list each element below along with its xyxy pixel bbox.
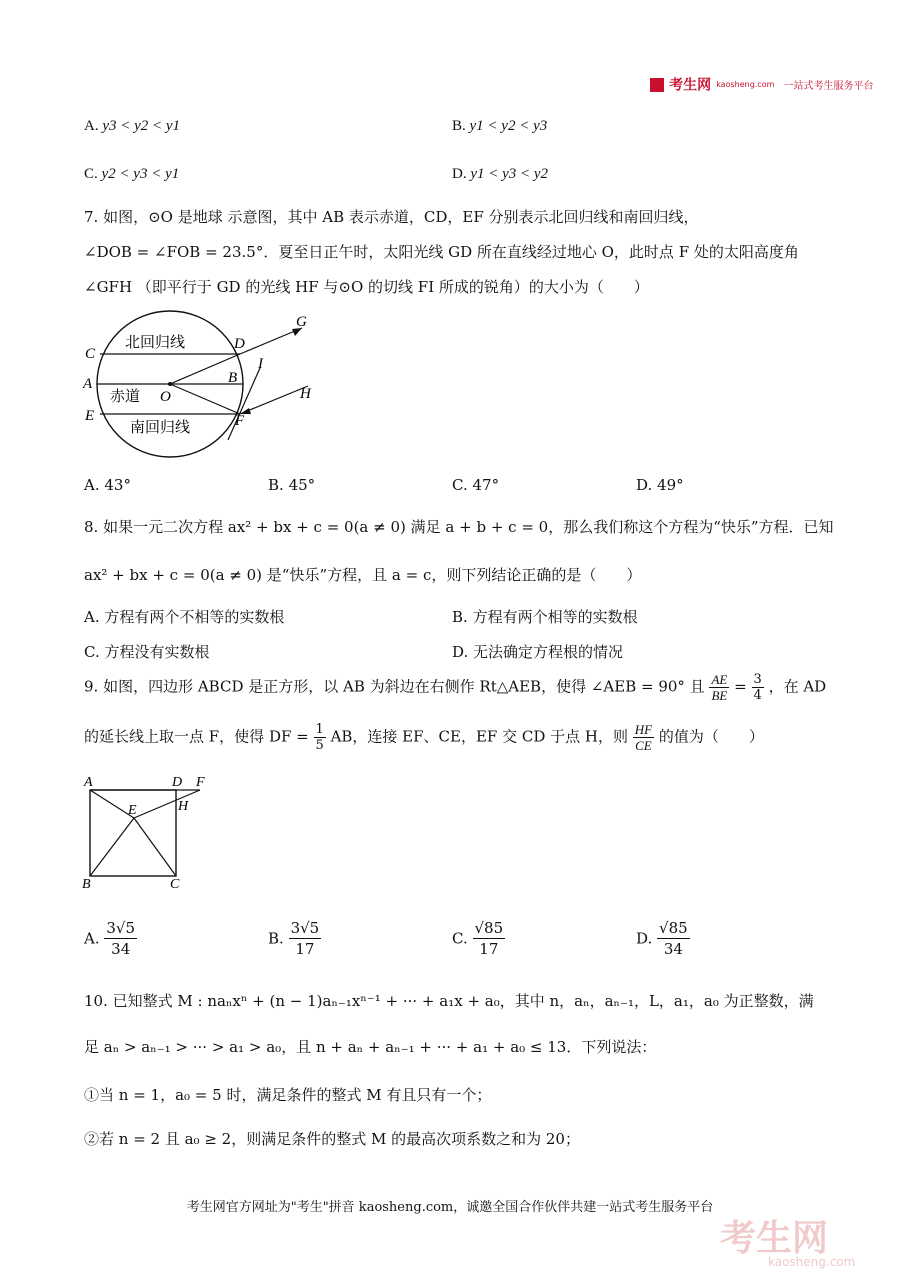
q7-line-3: ∠GFH （即平行于 GD 的光线 HF 与⊙O 的切线 FI 所成的锐角）的大小为（ ） xyxy=(84,278,649,296)
q9-option-d: D. $\frac{√85}{34}$ xyxy=(636,919,688,958)
logo-icon xyxy=(650,78,664,92)
q10-line-4: ②若 n = 2 且 a₀ ≥ 2，则满足条件的整式 M 的最高次项系数之和为 20； xyxy=(84,1130,580,1148)
q6-option-a: A. y3 < y2 < y1 xyxy=(84,118,181,134)
q9-option-a: A. $\frac{3√5}{34}$ xyxy=(84,919,136,958)
q8-option-a: A. 方程有两个不相等的实数根 xyxy=(84,608,285,626)
page-footer: 考生网官方网址为"考生"拼音 kaosheng.com，诚邀全国合作伙伴共建一站式考生服务平台 xyxy=(186,1200,714,1215)
q7-option-b: B. 45° xyxy=(268,476,316,494)
q10-line-1: 10. 已知整式 M : naₙxⁿ + (n − 1)aₙ₋₁xⁿ⁻¹ + ··· + a₁x + a₀，其中 n，aₙ，aₙ₋₁，L，a₁，a₀ 为正整数，满 xyxy=(84,992,814,1010)
point-b: B xyxy=(228,370,238,386)
q10-line-2: 足 aₙ > aₙ₋₁ > ··· > a₁ > a₀，且 n + aₙ + aₙ₋₁ + ··· + a₁ + a₀ ≤ 13．下列说法： xyxy=(84,1038,657,1056)
q9-option-b: B. $\frac{3√5}{17}$ xyxy=(268,919,320,958)
north-tropic-label: 北回归线 xyxy=(125,333,186,351)
q6-option-d: D. y1 < y3 < y2 xyxy=(452,166,549,182)
point-g: G xyxy=(296,314,307,330)
sq-point-c: C xyxy=(170,877,180,892)
q8-option-d: D. 无法确定方程根的情况 xyxy=(452,643,624,661)
q8-line-2: ax² + bx + c = 0(a ≠ 0) 是“快乐”方程，且 a = c，则下列结论正确的是（ ） xyxy=(84,566,642,584)
sq-point-a: A xyxy=(84,775,93,790)
sq-point-d: D xyxy=(172,775,183,790)
q7-option-d: D. 49° xyxy=(636,476,684,494)
q9-option-c: C. $\frac{√85}{17}$ xyxy=(452,919,504,958)
watermark-logo: 考生网 kaosheng.com xyxy=(720,1218,856,1269)
sq-point-h: H xyxy=(178,799,189,814)
south-tropic-label: 南回归线 xyxy=(130,418,191,436)
q6-option-b: B. y1 < y2 < y3 xyxy=(452,118,548,134)
q7-line-1: 7. 如图，⊙O 是地球 示意图，其中 AB 表示赤道，CD，EF 分别表示北回归线和南回归线， xyxy=(84,208,699,226)
q9-square-figure xyxy=(78,770,228,892)
point-c: C xyxy=(85,346,96,362)
q6-option-c: C. y2 < y3 < y1 xyxy=(84,166,180,182)
brand-tagline: 一站式考生服务平台 xyxy=(783,81,874,92)
brand-sub: kaosheng.com xyxy=(716,80,775,89)
q7-option-c: C. 47° xyxy=(452,476,500,494)
brand-name: 考生网 xyxy=(669,77,712,94)
sq-point-e: E xyxy=(128,803,137,818)
point-o: O xyxy=(160,389,171,405)
point-d: D xyxy=(234,336,245,352)
q9-line-1: 9. 如图，四边形 ABCD 是正方形，以 AB 为斜边在右侧作 Rt△AEB，使得 ∠AEB = 90° 且 $\frac{AE}{BE}$ = $\frac{3}{4}$ ，在 AD xyxy=(84,672,827,703)
point-a: A xyxy=(83,376,93,392)
point-h: H xyxy=(300,386,311,402)
q7-option-a: A. 43° xyxy=(84,476,131,494)
sq-point-f: F xyxy=(196,775,205,790)
q7-earth-figure xyxy=(80,310,320,460)
point-e: E xyxy=(85,408,95,424)
brand-logo xyxy=(650,74,874,95)
q8-line-1: 8. 如果一元二次方程 ax² + bx + c = 0(a ≠ 0) 满足 a + b + c = 0，那么我们称这个方程为“快乐”方程．已知 xyxy=(84,518,834,536)
point-f: F xyxy=(235,413,245,429)
equator-label: 赤道 xyxy=(110,387,141,405)
q9-line-2: 的延长线上取一点 F，使得 DF = $\frac{1}{5}$ AB，连接 EF、CE，EF 交 CD 于点 H，则 $\frac{HF}{CE}$ 的值为（ ） xyxy=(84,722,764,753)
sq-point-b: B xyxy=(82,877,91,892)
q7-line-2: ∠DOB = ∠FOB = 23.5°．夏至日正午时，太阳光线 GD 所在直线经过地心 O，此时点 F 处的太阳高度角 xyxy=(84,243,799,261)
point-i: I xyxy=(258,356,263,372)
q8-option-c: C. 方程没有实数根 xyxy=(84,643,210,661)
q10-line-3: ①当 n = 1，a₀ = 5 时，满足条件的整式 M 有且只有一个； xyxy=(84,1086,492,1104)
q8-option-b: B. 方程有两个相等的实数根 xyxy=(452,608,638,626)
